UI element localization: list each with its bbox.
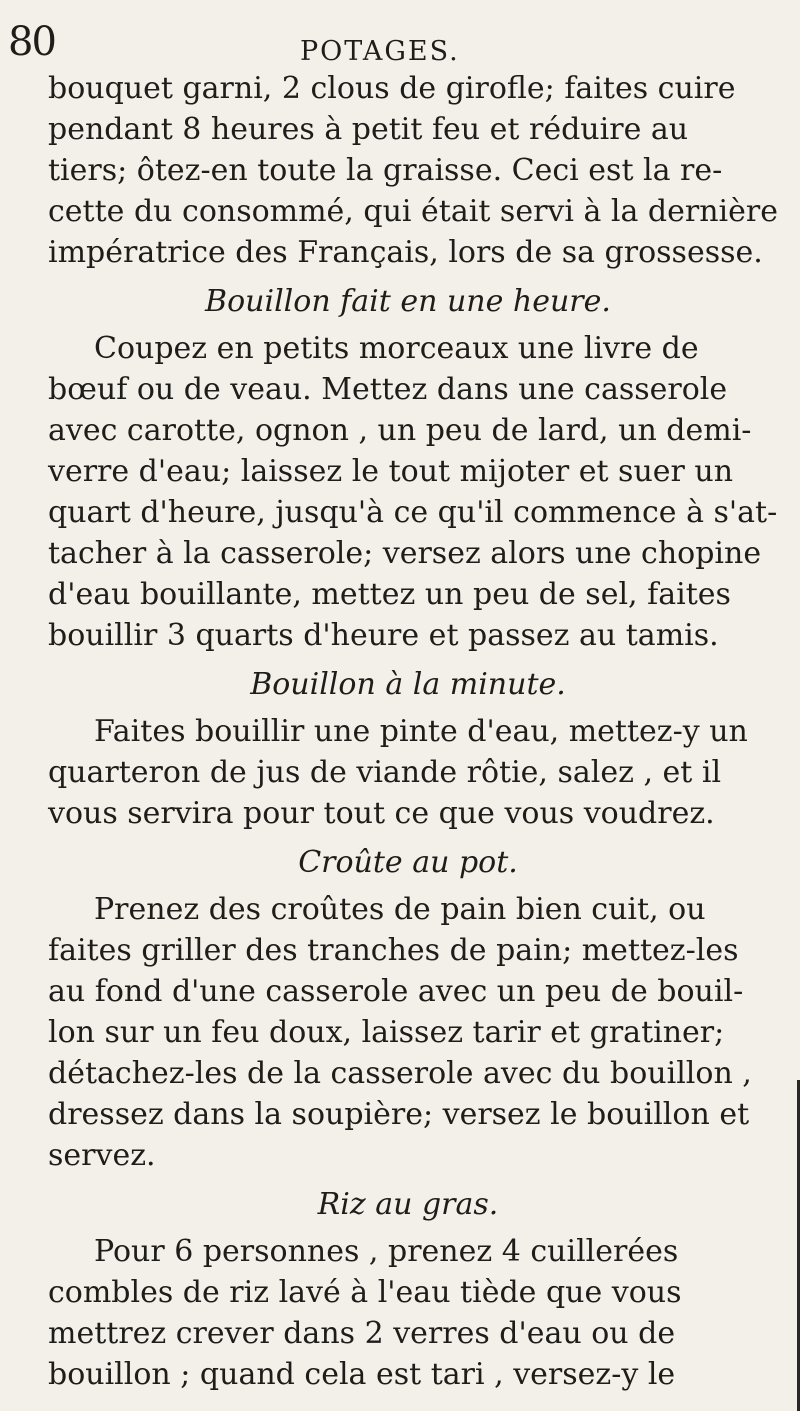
text-line: combles de riz lavé à l'eau tiède que vous [48,1275,682,1310]
running-head: POTAGES. [300,36,460,67]
text-line: Coupez en petits morceaux une livre de [94,331,699,366]
text-line: verre d'eau; laissez le tout mijoter et suer un [48,454,734,489]
text-line: Prenez des croûtes de pain bien cuit, ou [94,892,706,927]
recipe-title: Croûte au pot. [298,845,518,880]
text-line: bouquet garni, 2 clous de girofle; faites cuire [48,71,736,106]
text-line: impératrice des Français, lors de sa grossesse. [48,235,763,270]
text-line: tiers; ôtez-en toute la graisse. Ceci est la re- [48,153,723,188]
recipe-title: Riz au gras. [317,1187,499,1222]
text-line: détachez-les de la casserole avec du bouillon , [48,1056,752,1091]
text-line: servez. [48,1138,156,1173]
recipe-bouillon-une-heure [48,281,778,656]
continuation-paragraph [48,68,778,273]
text-line: dressez dans la soupière; versez le bouillon et [48,1097,750,1132]
text-line: avec carotte, ognon , un peu de lard, un demi- [48,413,752,448]
text-line: pendant 8 heures à petit feu et réduire au [48,112,689,147]
text-line: Pour 6 personnes , prenez 4 cuillerées [94,1234,679,1269]
text-line: tacher à la casserole; versez alors une chopine [48,536,762,571]
text-line: vous servira pour tout ce que vous voudrez. [48,796,715,831]
recipe-title: Bouillon fait en une heure. [205,284,611,319]
text-line: lon sur un feu doux, laissez tarir et gratiner; [48,1015,725,1050]
page-number: 80 [8,19,55,65]
recipe-riz-au-gras [48,1184,768,1395]
text-line: quart d'heure, jusqu'à ce qu'il commence à s'at- [48,495,778,530]
recipe-bouillon-minute [48,664,768,834]
text-line: mettrez crever dans 2 verres d'eau ou de [48,1316,676,1351]
text-line: faites griller des tranches de pain; mettez-les [48,933,739,968]
text-line: Faites bouillir une pinte d'eau, mettez-y un [94,714,748,749]
body-text [48,68,778,1395]
text-line: cette du consommé, qui était servi à la dernière [48,194,778,229]
recipe-title: Bouillon à la minute. [250,667,566,702]
text-line: au fond d'une casserole avec un peu de bouil- [48,974,744,1009]
text-line: bœuf ou de veau. Mettez dans une casserole [48,372,728,407]
recipe-croute-au-pot [48,842,768,1176]
text-line: bouillon ; quand cela est tari , versez-y le [48,1357,676,1392]
text-line: bouillir 3 quarts d'heure et passez au tamis. [48,618,719,653]
text-line: quarteron de jus de viande rôtie, salez , et il [48,755,722,790]
text-line: d'eau bouillante, mettez un peu de sel, faites [48,577,731,612]
